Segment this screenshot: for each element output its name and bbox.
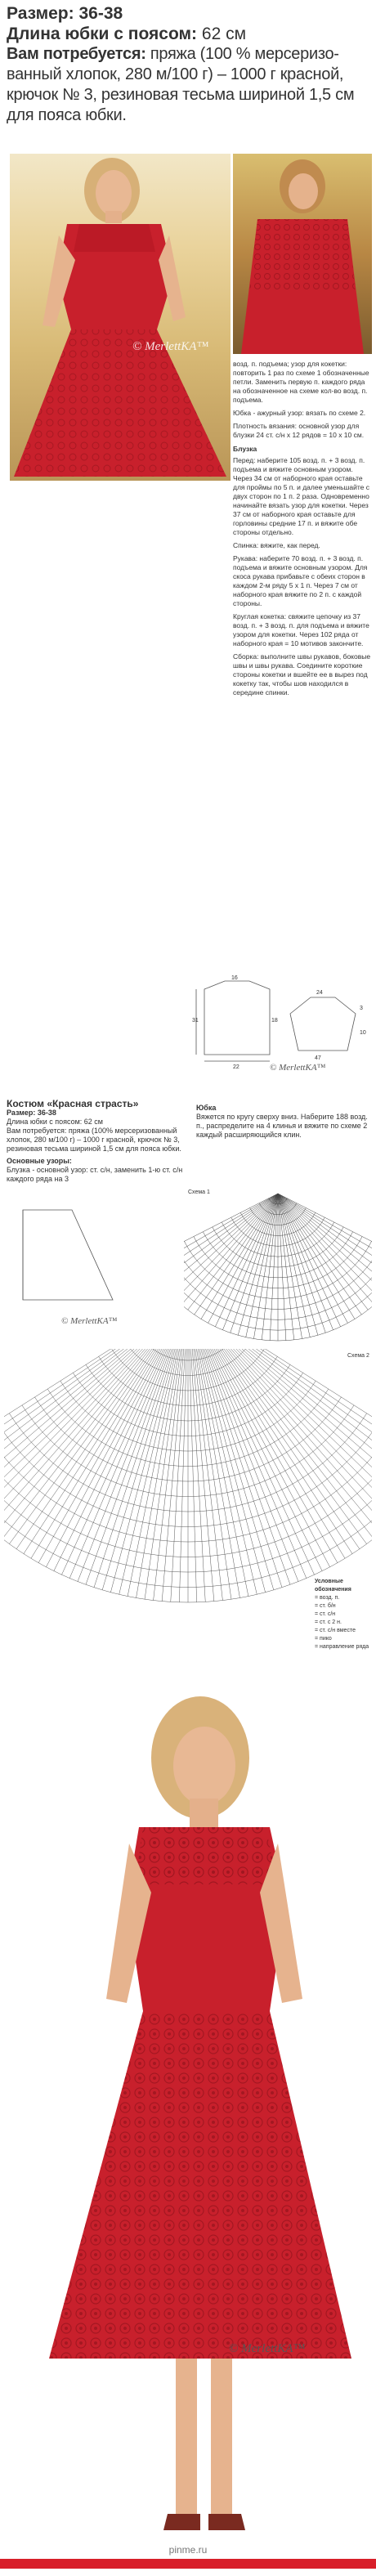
scheme2-ray [188,1349,274,1590]
scheme2-ray [4,1349,188,1503]
model-figure-left [10,154,231,481]
costume-need: Вам потребуется: пряжа (100% мерсеризованный хлопок, 280 м/100 г) – 1000 г красной, крючок № 3, резиновая тесьма шириной 1,5 см для пояса юбки. [7,1127,181,1153]
instr-p8: Круглая кокетка: свяжите цепочку из 37 возд. п. + 3 возд. п. для подъема и вяжите узором для кокетки. Через 102 ряда от наборного края = 10 мотивов закончите. [233,612,369,647]
skirt-description [196,1104,372,1140]
instr-p3: Плотность вязания: основной узор для блузки 24 ст. с/н х 12 рядов = 10 х 10 см. [233,422,365,439]
scheme1-ray [278,1194,372,1305]
watermark-lower: © MerlettKA™ [61,1316,118,1326]
scheme1-ray [184,1194,278,1288]
need-text: пряжа (100 % мерсеризованный хлопок, 280 м/100 г) – 1000 г красной, крючок № 3, резиновая тесьма шириной 1,5 см для пояса юбки. [7,45,355,124]
crochet-scheme-2 [4,1349,372,1611]
dim-label-8: 10 [360,1030,366,1036]
crochet-scheme-1 [184,1185,372,1345]
legend-item-4: = ст. с 2 н. [315,1620,342,1625]
scheme2-ray [9,1349,188,1544]
scheme2-ray [188,1349,345,1558]
costume-title: Костюм «Красная страсть» [7,1098,139,1109]
skirt-title: Юбка [196,1104,217,1112]
scheme2-ray [188,1349,372,1503]
scheme2-ray [188,1349,372,1483]
costume-description [7,1100,190,1184]
model-figure-bottom [0,1688,376,2559]
scheme2-ray [162,1349,188,1602]
scheme2-ray [188,1349,214,1602]
scheme2-ray [94,1349,188,1588]
instr-p6: Спинка: вяжите, как перед. [233,541,320,549]
legend-item-7: = направление ряда [315,1644,369,1650]
legend-item-5: = ст. с/н вместе [315,1628,356,1633]
scheme1-ray [184,1194,278,1305]
dim-label-5: 24 [316,990,323,996]
scheme2-ray [4,1349,188,1483]
scheme2-ray [4,1349,188,1497]
need-line [7,44,369,126]
scheme2-ray [69,1349,188,1578]
scheme2-ray [24,1349,188,1554]
instr-p5: Перед: наберите 105 возд. п. + 3 возд. п. подъема и вяжите основным узором. Через 34 см от наборного края оставьте для проймы по 5 п. и далее уменьшайте с двух сторон по 1 п. 2 раза. Одновременно начинайте вязать узор для кокетки. Через 37 см от наборного края оставьте для горловины средние 17 п. и вяжите обе стороны отдельно. [233,456,369,536]
instr-p2: Юбка - ажурный узор: вязать по схеме 2. [233,409,366,417]
legend-title: Условные обозначения [315,1579,351,1593]
scheme2-ray [4,1349,188,1539]
costume-size: Размер: 36-38 [7,1109,56,1117]
footer-url: pinme.ru [168,2544,208,2556]
scheme2-ray [188,1349,367,1544]
costume-length: Длина юбки с поясом: 62 см [7,1118,103,1126]
footer-strip [0,2559,376,2569]
legend-item-3: = ст. с/н [315,1611,336,1617]
size-line [7,3,369,24]
dim-label-2: 31 [192,1018,199,1024]
scheme2-ray [31,1349,188,1558]
scheme2-ray [137,1349,188,1598]
photo-top-right [233,154,372,354]
instr-p9: Сборка: выполните швы рукавов, боковые швы и швы рукава. Соедините короткие стороны кокетки и вшейте ее в вырез под кокетку так, чтобы шов находился в середине спинки. [233,652,371,697]
scheme2-ray [188,1349,372,1476]
need-label: Вам потребуется: [7,45,146,63]
photo-top-left [10,154,231,481]
size-value: 36-38 [78,4,123,23]
scheme2-ray [188,1349,352,1554]
legend [315,1578,372,1651]
scheme1-ray [278,1194,372,1288]
scheme2-ray [188,1349,372,1539]
instr-p1: возд. п. подъема; узор для кокетки: повторить 1 раз по схеме 1 обозначенные петли. Заменить первую п. каждого ряда на обозначенное на схеме кол-во возд. п. подъема. [233,360,369,404]
scheme2-ray [102,1349,188,1590]
pattern-pieces-diagram [192,973,372,1071]
scheme2-ray [78,1349,188,1582]
patterns-head: Основные узоры: [7,1157,72,1165]
scheme2-ray [110,1349,188,1593]
instructions-column [233,360,372,701]
instr-p7: Рукава: наберите 70 возд. п. + 3 возд. п. подъема и вяжите основным узором. Для скоса рукава прибавьте с обеих сторон в каждом 2-м ряду 5 х 1 п. Через 7 см от наборного края вяжите по 2 п. с каждой стороны. [233,554,368,607]
scheme2-ray [188,1349,298,1582]
size-label: Размер: [7,4,74,23]
scheme2-ray [188,1349,239,1598]
length-value: 62 см [201,25,247,43]
scheme2-ray [188,1349,315,1575]
scheme-1-label: Схема 1 [188,1189,210,1195]
watermark-bottom: © MerlettKA™ [229,2342,306,2355]
scheme2-ray [61,1349,188,1575]
legend-item-6: = пико [315,1636,332,1642]
watermark-top: © MerlettKA™ [132,340,209,353]
scheme-2-label: Схема 2 [347,1353,369,1359]
length-line [7,24,369,44]
instr-section-blouse: Блузка [233,445,257,453]
legend-item-1: = возд. п. [315,1595,340,1601]
legend-item-2: = ст. б/н [315,1603,336,1609]
scheme2-ray [4,1349,188,1476]
scheme2-ray [188,1349,282,1588]
length-label: Длина юбки с поясом: [7,25,198,43]
dim-label-6: 3 [360,1006,363,1011]
dim-label-7: 47 [315,1055,321,1061]
dim-label-4: 22 [233,1064,239,1070]
scheme2-ray [188,1349,307,1578]
scheme2-ray [188,1349,372,1497]
pattern-1: Блузка - основной узор: ст. с/н, заменить 1-ю ст. с/н каждого ряда на 3 [7,1166,183,1183]
scheme2-ray [188,1349,330,1567]
header [0,0,376,126]
scheme2-ray [46,1349,188,1567]
scheme2-ray [188,1349,266,1593]
dim-label-3: 18 [271,1018,278,1024]
skirt-text: Вяжется по кругу сверху вниз. Наберите 188 возд. п., распределите на 4 клинья и вяжите по схеме 2 каждый расширяющийся клин. [196,1113,368,1139]
skirt-wedge-diagram [7,1202,121,1308]
watermark-middle: © MerlettKA™ [270,1063,326,1073]
dim-label-1: 16 [231,975,238,981]
photo-bottom [0,1688,376,2559]
model-figure-right [233,154,372,354]
